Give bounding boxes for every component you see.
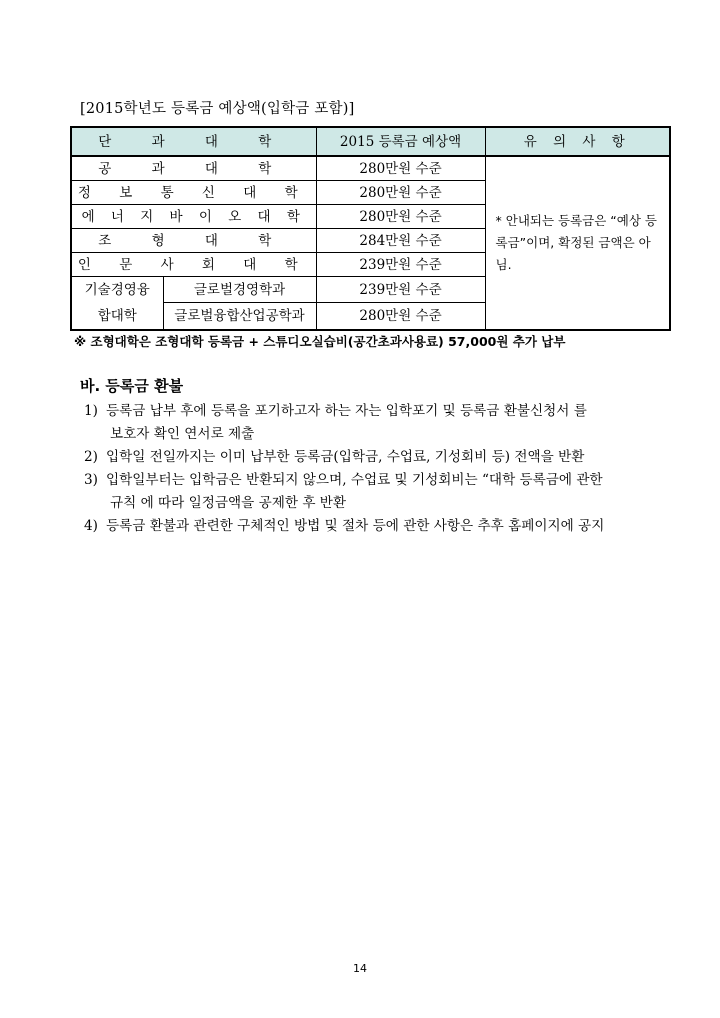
item-text: 등록금 환불과 관련한 구체적인 방법 및 절차 등에 관한 사항은 추후 홈페이지에 공지 xyxy=(106,518,605,534)
combined-college-name xyxy=(71,277,163,331)
list-item xyxy=(84,446,674,469)
item-text: 입학일 전일까지는 이미 납부한 등록금(입학금, 수업료, 기성회비 등) 전액을 반환 xyxy=(106,449,585,465)
college-name: 에 너 지 바 이 오 대 학 xyxy=(71,205,316,229)
amount-cell: 280만원 수준 xyxy=(316,156,485,181)
combined-college-line1: 기술경영융 xyxy=(84,282,150,298)
item-text: 입학일부터는 입학금은 반환되지 않으며, 수업료 및 기성회비는 “대학 등록금에 관한 xyxy=(106,472,603,488)
college-name: 공 과 대 학 xyxy=(71,156,316,181)
college-name: 인 문 사 회 대 학 xyxy=(71,253,316,277)
department-name: 글로벌융합산업공학과 xyxy=(163,303,316,330)
department-name: 글로벌경영학과 xyxy=(163,277,316,303)
item-text-continued: 규칙 에 따라 일정금액을 공제한 후 반환 xyxy=(110,495,347,511)
item-number: 1) xyxy=(84,403,98,419)
item-number: 2) xyxy=(84,449,98,465)
list-item xyxy=(84,400,674,446)
amount-cell: 284만원 수준 xyxy=(316,229,485,253)
notes-cell: * 안내되는 등록금은 “예상 등록금”이며, 확정된 금액은 아님. xyxy=(485,156,670,330)
list-item xyxy=(84,469,674,515)
amount-cell: 280만원 수준 xyxy=(316,181,485,205)
table-row xyxy=(71,156,670,181)
page-number: 14 xyxy=(353,962,367,975)
tuition-table xyxy=(70,126,671,331)
combined-college-line2: 합대학 xyxy=(97,308,137,324)
list-item xyxy=(84,515,674,538)
amount-cell: 280만원 수준 xyxy=(316,303,485,330)
header-college: 단 과 대 학 xyxy=(71,127,316,156)
header-notes: 유 의 사 항 xyxy=(485,127,670,156)
item-text: 등록금 납부 후에 등록을 포기하고자 하는 자는 입학포기 및 등록금 환불신청서 를 xyxy=(106,403,587,419)
header-amount: 2015 등록금 예상액 xyxy=(316,127,485,156)
item-text-continued: 보호자 확인 연서로 제출 xyxy=(110,426,255,442)
college-name: 정 보 통 신 대 학 xyxy=(71,181,316,205)
item-number: 4) xyxy=(84,518,98,534)
amount-cell: 280만원 수준 xyxy=(316,205,485,229)
footnote: ※ 조형대학은 조형대학 등록금 + 스튜디오실습비(공간초과사용료) 57,000원 추가 납부 xyxy=(74,334,566,349)
table-header-row xyxy=(71,127,670,156)
amount-cell: 239만원 수준 xyxy=(316,253,485,277)
refund-heading: 바. 등록금 환불 xyxy=(80,377,184,395)
amount-cell: 239만원 수준 xyxy=(316,277,485,303)
section-title: [2015학년도 등록금 예상액(입학금 포함)] xyxy=(80,101,355,117)
item-number: 3) xyxy=(84,472,98,488)
college-name: 조 형 대 학 xyxy=(71,229,316,253)
